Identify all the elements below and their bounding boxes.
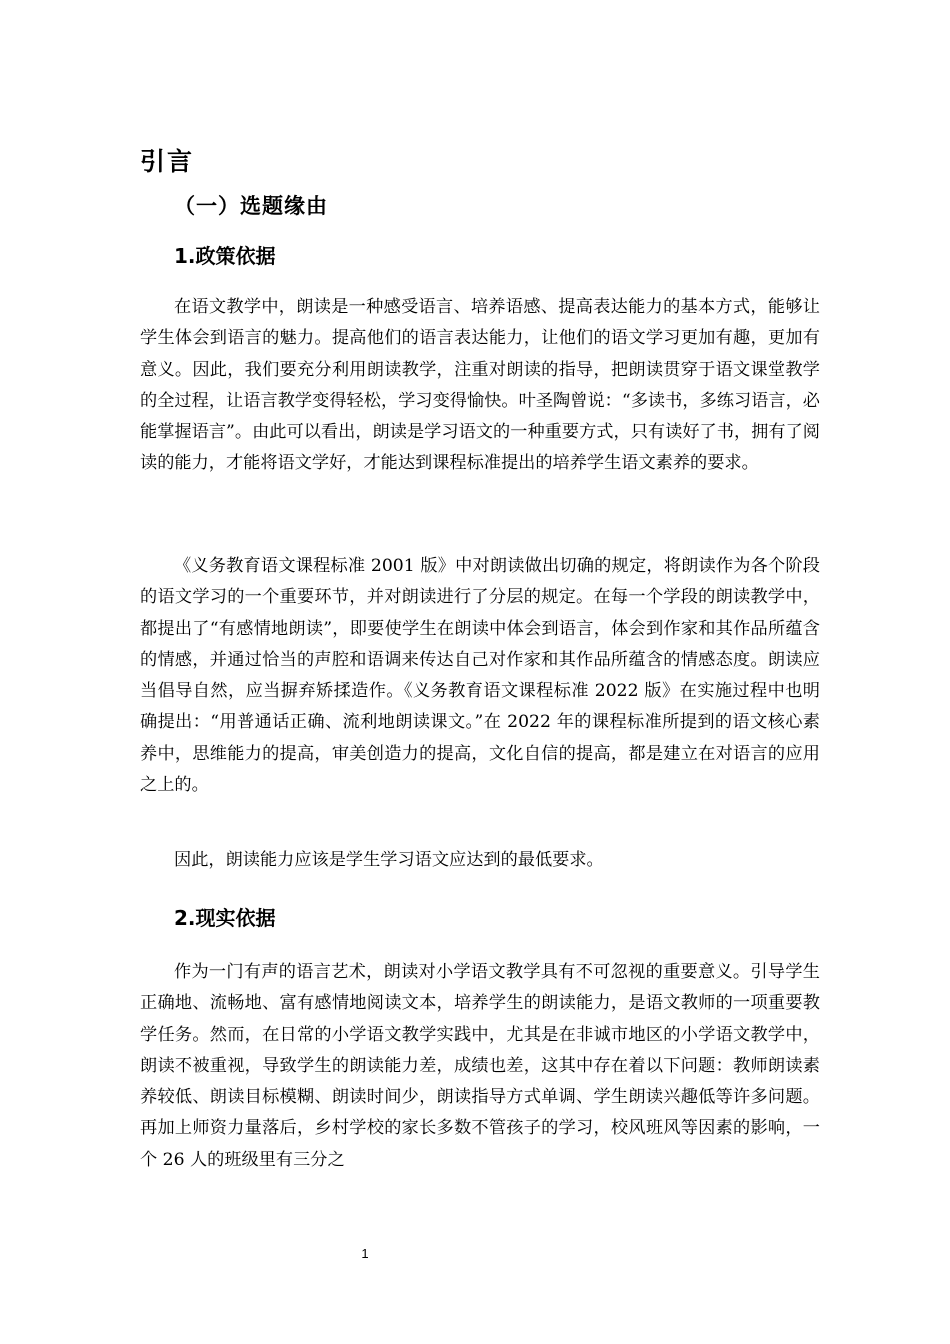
- subsection-heading-policy: 1.政策依据: [174, 244, 276, 268]
- section-heading: （一）选题缘由: [174, 194, 328, 218]
- subsection-heading-reality: 2.现实依据: [174, 906, 276, 930]
- paragraph: 因此，朗读能力应该是学生学习语文应达到的最低要求。: [174, 850, 604, 870]
- page-number: 1: [361, 1246, 369, 1261]
- paragraph: 在语文教学中，朗读是一种感受语言、培养语感、提高表达能力的基本方式，能够让学生体会到语言的魅力。提高他们的语言表达能力，让他们的语文学习更加有趣，更加有意义。因此，我们要充分利用朗读教学，注重对朗读的指导，把朗读贯穿于语文课堂教学的全过程，让语言教学变得轻松，学习变得愉快。叶圣陶曾说：“多读书，多练习语言，必能掌握语言”。由此可以看出，朗读是学习语文的一种重要方式，只有读好了书，拥有了阅读的能力，才能将语文学好，才能达到课程标准提出的培养学生语文素养的要求。: [140, 297, 820, 474]
- paragraph: 作为一门有声的语言艺术，朗读对小学语文教学具有不可忽视的重要意义。引导学生正确地、流畅地、富有感情地阅读文本，培养学生的朗读能力，是语文教师的一项重要教学任务。然而，在日常的小学语文教学实践中，尤其是在非诚市地区的小学语文教学中，朗读不被重视，导致学生的朗读能力差，成绩也差，这其中存在着以下问题：教师朗读素养较低、朗读目标模糊、朗读时间少，朗读指导方式单调、学生朗读兴趣低等许多问题。再加上师资力量落后，乡村学校的家长多数不管孩子的学习，校风班风等因素的影响，一个 26 人的班级里有三分之: [140, 962, 820, 1170]
- page-title: 引言: [140, 147, 195, 176]
- paragraph: 《义务教育语文课程标准 2001 版》中对朗读做出切确的规定，将朗读作为各个阶段的语文学习的一个重要环节，并对朗读进行了分层的规定。在每一个学段的朗读教学中，都提出了“有感情地朗读”，即要使学生在朗读中体会到语言，体会到作家和其作品所蕴含的情感，并通过恰当的声腔和语调来传达自己对作家和其作品所蕴含的情感态度。朗读应当倡导自然，应当摒弃矫揉造作。《义务教育语文课程标准 2022 版》在实施过程中也明确提出：“用普通话正确、流利地朗读课文。”在 2022 年的课程标准所提到的语文核心素养中，思维能力的提高，审美创造力的提高，文化自信的提高，都是建立在对语言的应用之上的。: [140, 556, 820, 796]
